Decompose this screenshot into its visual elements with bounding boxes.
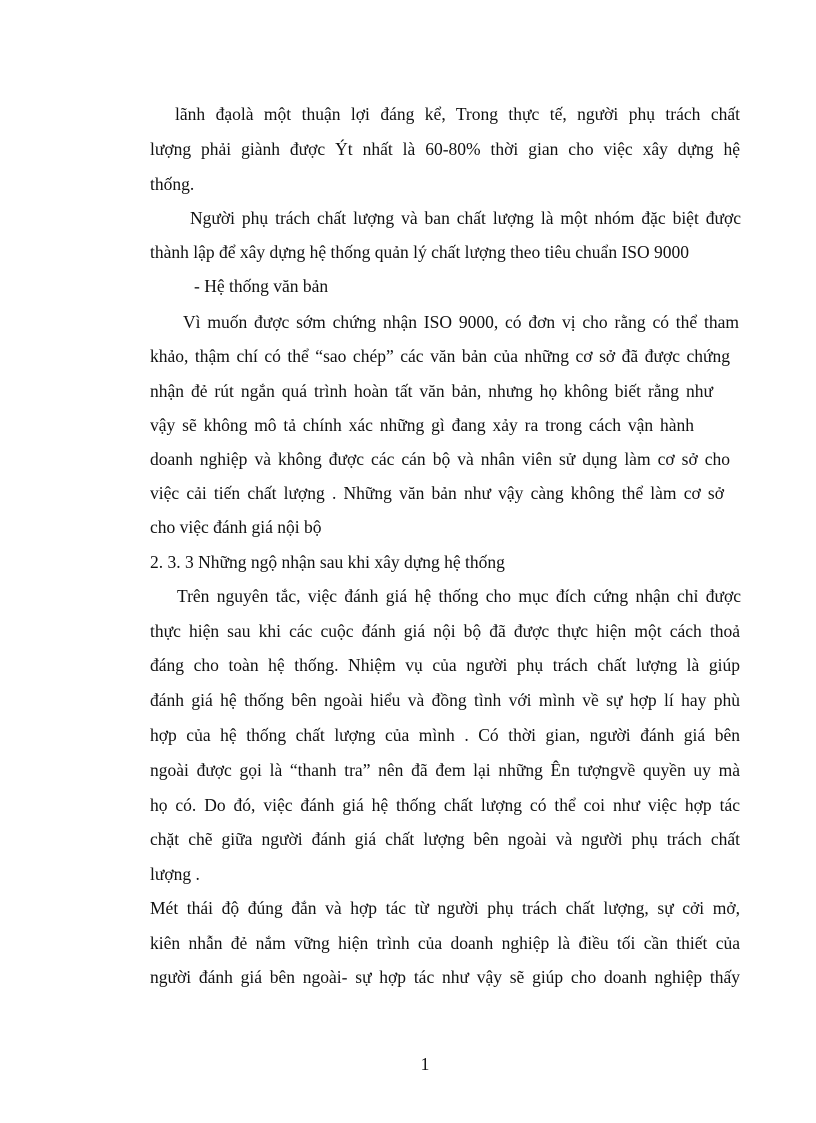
text-line: đánh giá hệ thống bên ngoài hiểu và đồng tình với mình về sự hợp lí hay phù xyxy=(150,690,740,710)
text-line: thống. xyxy=(150,174,195,194)
text-line: Vì muốn được sớm chứng nhận ISO 9000, có đơn vị cho rằng có thể tham xyxy=(183,312,739,332)
page-number: 1 xyxy=(420,1054,430,1074)
text-line: lãnh đạolà một thuận lợi đáng kể, Trong thực tế, người phụ trách chất xyxy=(175,104,740,124)
text-line: doanh nghiệp và không được các cán bộ và nhân viên sử dụng làm cơ sở cho xyxy=(150,449,730,469)
text-line: người đánh giá bên ngoài- sự hợp tác như vậy sẽ giúp cho doanh nghiệp thấy xyxy=(150,967,740,987)
text-line: việc cải tiến chất lượng . Những văn bản như vậy càng không thể làm cơ sở xyxy=(150,483,724,503)
text-line: hợp của hệ thống chất lượng của mình . Có thời gian, người đánh giá bên xyxy=(150,725,740,745)
text-line: kiên nhẫn đẻ nắm vững hiện trình của doanh nghiệp là điều tối cần thiết của xyxy=(150,933,740,953)
text-line: Trên nguyên tắc, việc đánh giá hệ thống cho mục đích cứng nhận chỉ được xyxy=(177,586,741,606)
text-line: lượng phải giành được Ýt nhất là 60-80% thời gian cho việc xây dựng hệ xyxy=(150,139,740,159)
text-line: vậy sẽ không mô tả chính xác những gì đang xảy ra trong cách vận hành xyxy=(150,415,694,435)
text-line: họ có. Do đó, việc đánh giá hệ thống chất lượng có thể coi như việc hợp tác xyxy=(150,795,740,815)
text-line: ngoài được gọi là “thanh tra” nên đã đem lại những Ên tượngvề quyền uy mà xyxy=(150,760,740,780)
text-line: cho việc đánh giá nội bộ xyxy=(150,517,322,537)
text-line: thực hiện sau khi các cuộc đánh giá nội bộ đã được thực hiện một cách thoả xyxy=(150,621,740,641)
section-heading: 2. 3. 3 Những ngộ nhận sau khi xây dựng hệ thống xyxy=(150,552,505,572)
text-line: nhận đẻ rút ngắn quá trình hoàn tất văn bản, nhưng họ không biết rằng như xyxy=(150,381,713,401)
text-line: Người phụ trách chất lượng và ban chất lượng là một nhóm đặc biệt được xyxy=(190,208,741,228)
text-line: lượng . xyxy=(150,864,200,884)
text-line: chặt chẽ giữa người đánh giá chất lượng bên ngoài và người phụ trách chất xyxy=(150,829,740,849)
text-line: khảo, thậm chí có thể “sao chép” các văn bản của những cơ sở đã được chứng xyxy=(150,346,730,366)
text-line: thành lập để xây dựng hệ thống quản lý chất lượng theo tiêu chuẩn ISO 9000 xyxy=(150,242,690,262)
list-item: - Hệ thống văn bản xyxy=(194,276,329,296)
text-line: đáng cho toàn hệ thống. Nhiệm vụ của người phụ trách chất lượng là giúp xyxy=(150,655,740,675)
text-line: Mét thái độ đúng đắn và hợp tác từ người phụ trách chất lượng, sự cởi mở, xyxy=(150,898,740,918)
